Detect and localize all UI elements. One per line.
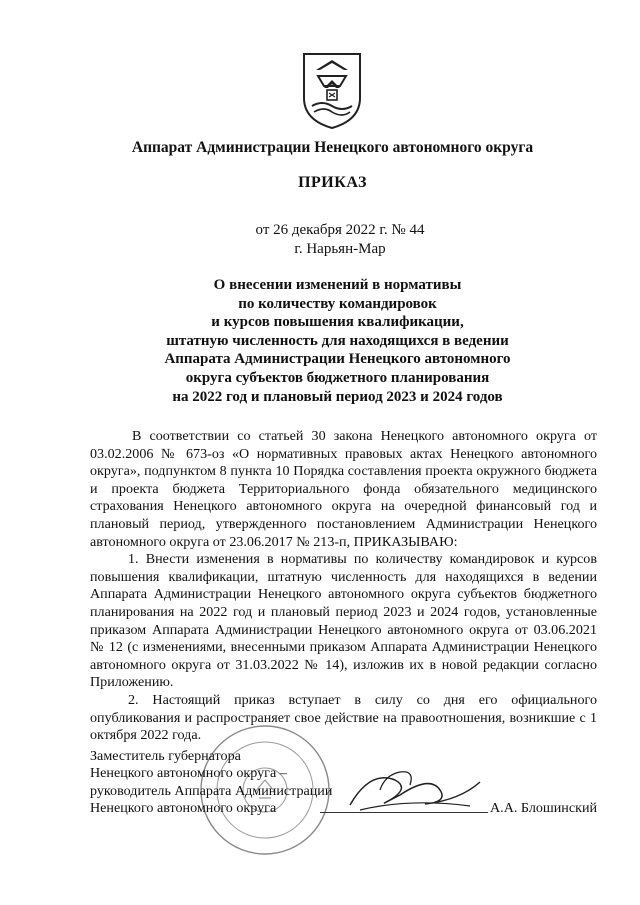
subject-line: округа субъектов бюджетного планирования: [185, 369, 490, 386]
position-line: Ненецкого автономного округа: [90, 800, 277, 817]
subject-line: по количеству командировок: [238, 295, 437, 312]
position-line: руководитель Аппарата Администрации: [90, 782, 333, 799]
position-line: Заместитель губернатора: [90, 748, 241, 764]
organization-title: Аппарат Администрации Ненецкого автономного округа: [131, 139, 534, 156]
preamble-paragraph: В соответствии со статьей 30 закона Ненецкого автономного округа от 03.02.2006 № 673-оз «О нормативных правовых актах Ненецкого автономного округа», подпунктом 8 пункта 10 Порядка составления проекта окружного бюджета и проекта бюджета Территориального фонда обязательного медицинского страхования Ненецкого автономного округа на очередной финансовый год и плановый период, утвержденного постановлением Администрации Ненецкого автономного округа от 23.06.2017 № 213-п, ПРИКАЗЫВАЮ:: [90, 428, 597, 550]
document-type-title: ПРИКАЗ: [298, 174, 367, 191]
handwritten-signature-icon: [340, 760, 490, 820]
order-item-1: 1. Внести изменения в нормативы по количеству командировок и курсов повышения квалификации, штатную численность для находящихся в ведении Аппарата Администрации Ненецкого автономного округа субъектов бюджетного планирования на 2022 год и плановый период 2023 и 2024 годов, установленные приказом Аппарата Администрации Ненецкого автономного округа от 03.06.2021 № 12 (с изменениями, внесенными приказом Аппарата Администрации Ненецкого автономного округа от 31.03.2022 № 14), изложив их в новой редакции согласно Приложению.: [90, 551, 597, 691]
subject-line: и курсов повышения квалификации,: [211, 314, 464, 331]
order-item-2: 2. Настоящий приказ вступает в силу со дня его официального опубликования и распространяет свое действие на правоотношения, возникшие с 1 октября 2022 года.: [90, 691, 597, 744]
subject-line: штатную численность для находящихся в ведении: [166, 332, 509, 349]
subject-line: О внесении изменений в нормативы: [213, 277, 462, 293]
place: г. Нарьян-Мар: [294, 241, 386, 257]
signature-line: [320, 812, 488, 813]
document-body: [90, 428, 597, 745]
signatory-name: А.А. Блошинский: [490, 800, 598, 816]
document-subject: [150, 276, 525, 406]
position-line: Ненецкого автономного округа –: [90, 765, 287, 782]
document-meta: [190, 221, 490, 259]
signatory-position: [90, 748, 350, 818]
subject-line: Аппарата Администрации Ненецкого автономного: [164, 351, 511, 368]
coat-of-arms-emblem: [300, 50, 364, 130]
subject-line: на 2022 год и плановый период 2023 и 2024 годов: [172, 388, 503, 405]
date-number: от 26 декабря 2022 г. № 44: [255, 222, 425, 238]
